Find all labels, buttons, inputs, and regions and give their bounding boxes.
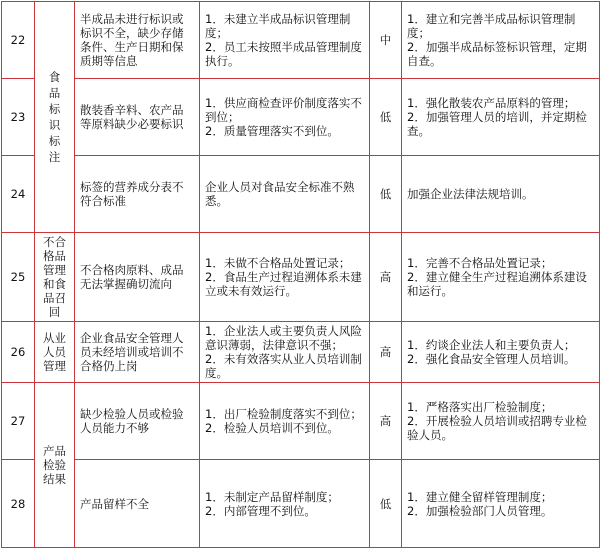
table-row (2, 460, 600, 548)
cause-line: 1．出厂检验制度落实不到位； (205, 407, 362, 421)
row-number: 25 (2, 233, 35, 322)
risk-level: 高 (370, 322, 402, 383)
risk-level: 高 (370, 383, 402, 460)
issue-cell: 缺少检验人员或检验人员能力不够 (75, 383, 200, 460)
table-row (2, 322, 600, 383)
category-cell: 产品检验结果 (35, 383, 75, 548)
table-row (2, 383, 600, 460)
risk-level: 高 (370, 233, 402, 322)
measure-line: 2．建立健全生产过程追溯体系建设和运行。 (407, 270, 587, 298)
measure-cell (402, 233, 600, 322)
issue-cell: 标签的营养成分表不符合标准 (75, 156, 200, 233)
table-row (2, 156, 600, 233)
category-cell: 从业人员管理 (35, 322, 75, 383)
row-number: 24 (2, 156, 35, 233)
issue-cell: 产品留样不全 (75, 460, 200, 548)
cause-line: 1．供应商检查评价制度落实不到位； (205, 96, 362, 124)
measure-line: 2．强化食品安全管理人员培训。 (407, 352, 576, 366)
risk-level: 低 (370, 156, 402, 233)
measure-line: 1．严格落实出厂检验制度； (407, 400, 553, 414)
category-label: 食品标识标注 (48, 70, 61, 164)
issue-cell: 不合格肉原料、成品无法掌握确切流向 (75, 233, 200, 322)
measure-line: 1．建立健全留样管理制度； (407, 489, 553, 504)
cause-line: 2．食品生产过程追溯体系未建立或未有效运行。 (205, 270, 362, 298)
measure-cell (402, 383, 600, 460)
cause-cell (200, 383, 370, 460)
measure-cell (402, 460, 600, 548)
cause-cell (200, 460, 370, 548)
measure-line: 1．建立和完善半成品标识管理制度； (407, 12, 576, 40)
cause-line: 2．未有效落实从业人员培训制度。 (205, 352, 362, 380)
cause-line: 2．内部管理不到位。 (205, 503, 316, 518)
category-cell (35, 2, 75, 233)
measure-line: 加强企业法律法规培训。 (407, 187, 534, 201)
table-row (2, 233, 600, 322)
measure-line: 1．强化散装农产品原料的管理； (407, 96, 576, 110)
measure-line: 2．加强检验部门人员管理。 (407, 503, 553, 518)
measure-line: 2．加强管理人员的培训，并定期检查。 (407, 110, 587, 138)
row-number: 28 (2, 460, 35, 548)
cause-cell (200, 2, 370, 79)
category-cell: 不合格品管理和食品召回 (35, 233, 75, 322)
cause-line: 2．检验人员培训不到位。 (205, 421, 339, 435)
cause-cell (200, 322, 370, 383)
cause-line: 企业人员对食品安全标准不熟悉。 (205, 180, 355, 208)
row-number: 22 (2, 2, 35, 79)
cause-cell (200, 233, 370, 322)
cause-line: 2．员工未按照半成品管理制度执行。 (205, 40, 362, 68)
row-number: 26 (2, 322, 35, 383)
row-number: 23 (2, 79, 35, 156)
cause-line: 1．未做不合格品处置记录； (205, 256, 351, 270)
cause-cell (200, 156, 370, 233)
risk-table (1, 1, 600, 548)
cause-line: 1．未建立半成品标识管理制度； (205, 12, 351, 40)
issue-cell: 半成品未进行标识或标识不全，缺少存储条件、生产日期和保质期等信息 (75, 2, 200, 79)
measure-line: 2．加强半成品标签标识管理，定期自查。 (407, 40, 587, 68)
table-row (2, 2, 600, 79)
cause-line: 2．质量管理落实不到位。 (205, 124, 339, 138)
measure-cell (402, 79, 600, 156)
issue-cell: 散装香辛料、农产品等原料缺少必要标识 (75, 79, 200, 156)
measure-cell (402, 322, 600, 383)
table-row (2, 79, 600, 156)
measure-line: 1．约谈企业法人和主要负责人； (407, 338, 576, 352)
issue-cell: 企业食品安全管理人员未经培训或培训不合格仍上岗 (75, 322, 200, 383)
risk-level: 低 (370, 79, 402, 156)
measure-line: 1．完善不合格品处置记录； (407, 256, 553, 270)
cause-cell (200, 79, 370, 156)
row-number: 27 (2, 383, 35, 460)
cause-line: 1．企业法人或主要负责人风险意识薄弱，法律意识不强； (205, 324, 362, 352)
risk-level: 中 (370, 2, 402, 79)
cause-line: 1．未制定产品留样制度； (205, 489, 339, 504)
risk-level: 低 (370, 460, 402, 548)
measure-cell (402, 156, 600, 233)
measure-cell (402, 2, 600, 79)
measure-line: 2．开展检验人员培训或招聘专业检验人员。 (407, 414, 587, 442)
